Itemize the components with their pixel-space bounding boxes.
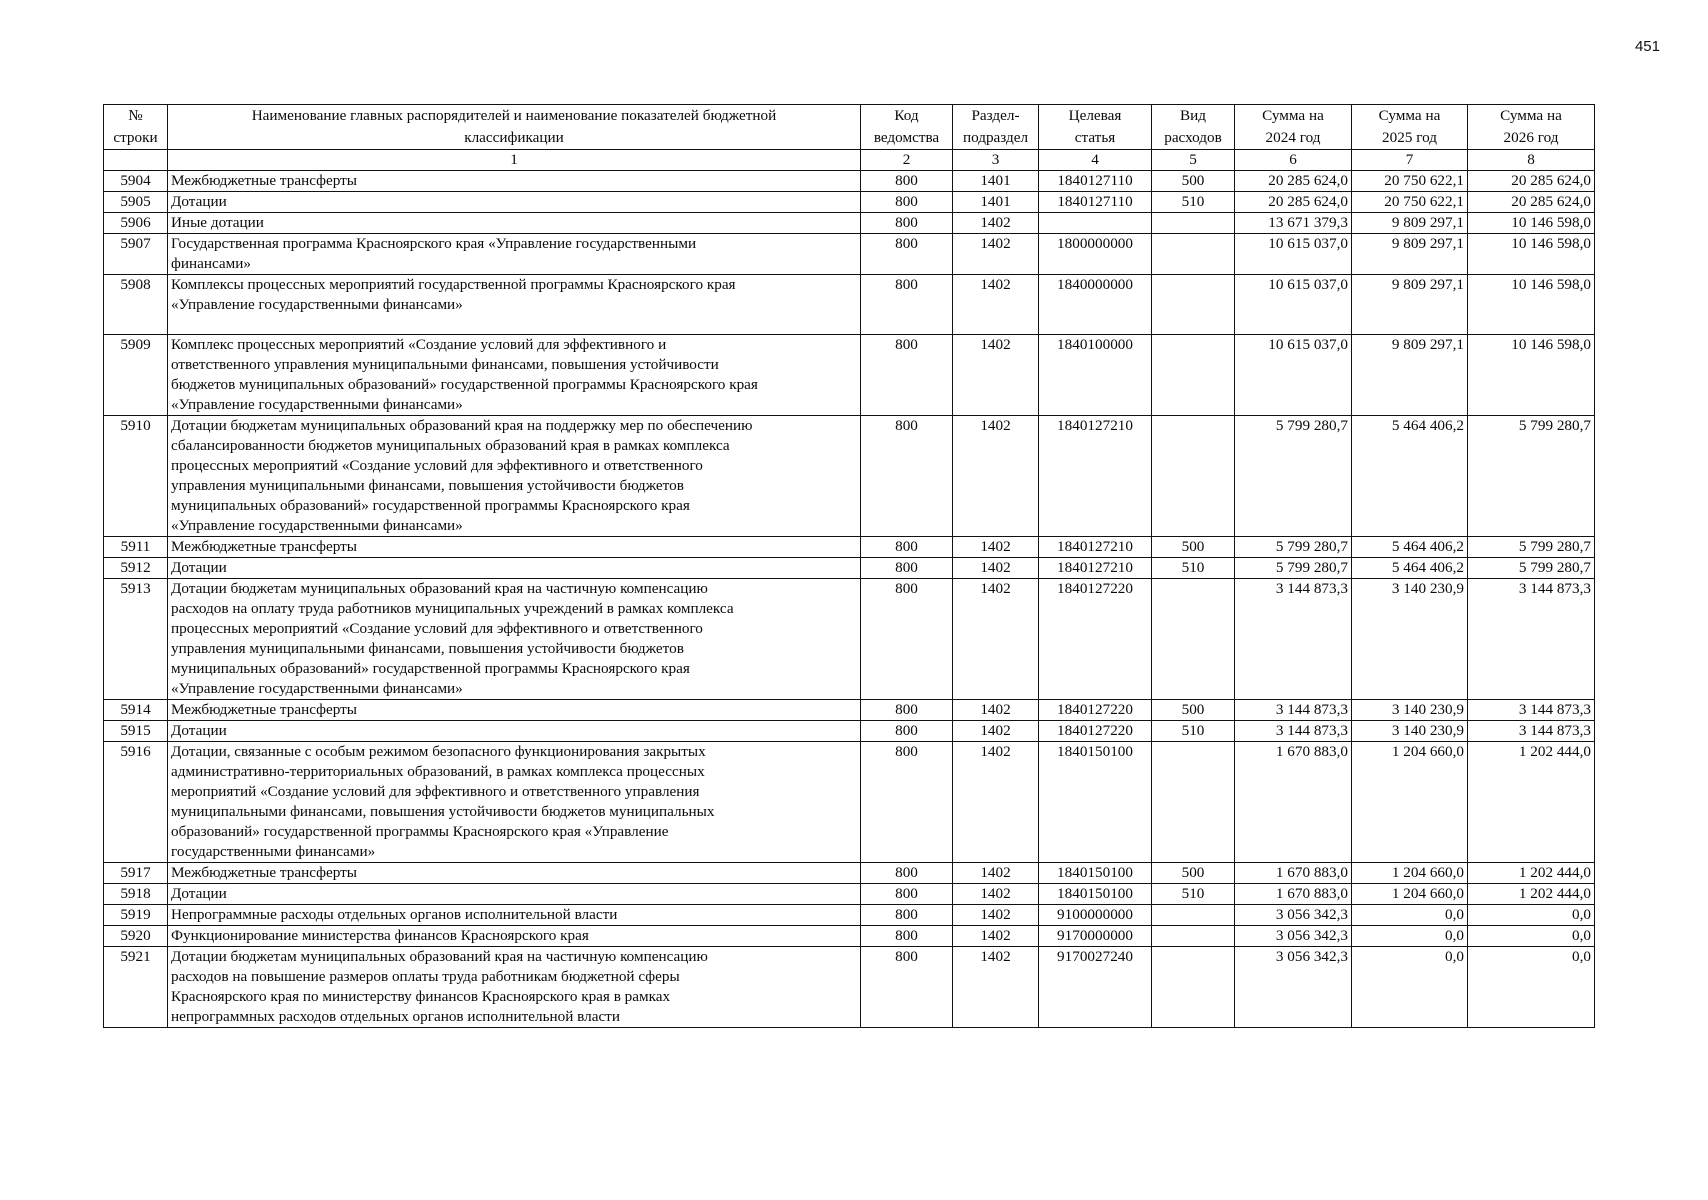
column-number: 3 [953, 150, 1039, 171]
row-name: Дотации бюджетам муниципальных образований края на частичную компенсацию расходов на оплату труда работников муниципальных учреждений в рамках комплекса процессных мероприятий «Создание условий для эффективного и ответственного управления муниципальными финансами, повышения устойчивости бюджетов муниципальных образований» государственной программы Красноярского края «Управление государственными финансами» [168, 579, 861, 700]
section-code: 1402 [953, 579, 1039, 700]
row-name: Дотации [168, 192, 861, 213]
header-sum-2024: Сумма на 2024 год [1235, 105, 1352, 150]
sum-2025: 9 809 297,1 [1352, 335, 1468, 416]
column-number: 5 [1152, 150, 1235, 171]
row-number: 5916 [104, 742, 168, 863]
expense-type [1152, 947, 1235, 1028]
target-article: 1840127210 [1039, 416, 1152, 537]
row-number: 5905 [104, 192, 168, 213]
section-code: 1402 [953, 416, 1039, 537]
table-row [104, 558, 1595, 579]
row-number: 5919 [104, 905, 168, 926]
table-row [104, 721, 1595, 742]
sum-2024: 5 799 280,7 [1235, 558, 1352, 579]
row-number: 5912 [104, 558, 168, 579]
table-row [104, 579, 1595, 700]
table-row [104, 742, 1595, 863]
sum-2025: 3 140 230,9 [1352, 721, 1468, 742]
sum-2026: 1 202 444,0 [1468, 884, 1595, 905]
header-expense-type: Вид расходов [1152, 105, 1235, 150]
header-row [104, 105, 1595, 150]
target-article: 1840127110 [1039, 171, 1152, 192]
column-number: 2 [861, 150, 953, 171]
sum-2025: 3 140 230,9 [1352, 579, 1468, 700]
expense-type [1152, 905, 1235, 926]
row-name: Межбюджетные трансферты [168, 537, 861, 558]
row-name: Дотации бюджетам муниципальных образований края на поддержку мер по обеспечению сбалансированности бюджетов муниципальных образований края в рамках комплекса процессных мероприятий «Создание условий для эффективного и ответственного управления муниципальными финансами, повышения устойчивости бюджетов муниципальных образований» государственной программы Красноярского края «Управление государственными финансами» [168, 416, 861, 537]
section-code: 1402 [953, 926, 1039, 947]
header-target-article: Целевая статья [1039, 105, 1152, 150]
expense-type [1152, 213, 1235, 234]
row-number: 5911 [104, 537, 168, 558]
table-row [104, 905, 1595, 926]
sum-2025: 0,0 [1352, 905, 1468, 926]
sum-2024: 5 799 280,7 [1235, 537, 1352, 558]
row-number: 5915 [104, 721, 168, 742]
column-number: 4 [1039, 150, 1152, 171]
target-article: 1840127220 [1039, 721, 1152, 742]
sum-2024: 3 144 873,3 [1235, 700, 1352, 721]
department-code: 800 [861, 721, 953, 742]
expense-type [1152, 579, 1235, 700]
column-number: 6 [1235, 150, 1352, 171]
header-name: Наименование главных распорядителей и наименование показателей бюджетной классификации [168, 105, 861, 150]
row-number: 5914 [104, 700, 168, 721]
sum-2025: 0,0 [1352, 947, 1468, 1028]
sum-2024: 20 285 624,0 [1235, 192, 1352, 213]
row-number: 5909 [104, 335, 168, 416]
table-row [104, 192, 1595, 213]
sum-2026: 20 285 624,0 [1468, 171, 1595, 192]
sum-2025: 5 464 406,2 [1352, 416, 1468, 537]
expense-type [1152, 234, 1235, 275]
sum-2025: 20 750 622,1 [1352, 192, 1468, 213]
expense-type: 500 [1152, 863, 1235, 884]
target-article: 1840000000 [1039, 275, 1152, 335]
expense-type [1152, 416, 1235, 537]
section-code: 1402 [953, 537, 1039, 558]
sum-2025: 1 204 660,0 [1352, 742, 1468, 863]
sum-2024: 5 799 280,7 [1235, 416, 1352, 537]
sum-2026: 1 202 444,0 [1468, 863, 1595, 884]
department-code: 800 [861, 558, 953, 579]
row-name: Дотации [168, 558, 861, 579]
row-number: 5913 [104, 579, 168, 700]
sum-2024: 1 670 883,0 [1235, 742, 1352, 863]
header-section: Раздел- подраздел [953, 105, 1039, 150]
header-department-code: Код ведомства [861, 105, 953, 150]
row-number: 5910 [104, 416, 168, 537]
department-code: 800 [861, 926, 953, 947]
page-number: 451 [1634, 38, 1660, 55]
department-code: 800 [861, 579, 953, 700]
table-body [104, 171, 1595, 1028]
column-number-row [104, 150, 1595, 171]
sum-2024: 10 615 037,0 [1235, 234, 1352, 275]
sum-2026: 5 799 280,7 [1468, 416, 1595, 537]
row-number: 5908 [104, 275, 168, 335]
sum-2026: 0,0 [1468, 905, 1595, 926]
target-article: 1840127220 [1039, 579, 1152, 700]
table-row [104, 213, 1595, 234]
target-article: 1840127210 [1039, 558, 1152, 579]
sum-2026: 10 146 598,0 [1468, 275, 1595, 335]
department-code: 800 [861, 905, 953, 926]
row-name: Непрограммные расходы отдельных органов исполнительной власти [168, 905, 861, 926]
department-code: 800 [861, 537, 953, 558]
row-number: 5917 [104, 863, 168, 884]
sum-2026: 10 146 598,0 [1468, 213, 1595, 234]
row-name: Дотации, связанные с особым режимом безопасного функционирования закрытых административно-территориальных образований, в рамках комплекса процессных мероприятий «Создание условий для эффективного и ответственного управления муниципальными финансами, повышения устойчивости бюджетов муниципальных образований» государственной программы Красноярского края «Управление государственными финансами» [168, 742, 861, 863]
column-number: 7 [1352, 150, 1468, 171]
section-code: 1402 [953, 700, 1039, 721]
table-row [104, 275, 1595, 335]
department-code: 800 [861, 275, 953, 335]
department-code: 800 [861, 171, 953, 192]
target-article: 9170000000 [1039, 926, 1152, 947]
table-row [104, 335, 1595, 416]
target-article: 1840127110 [1039, 192, 1152, 213]
department-code: 800 [861, 192, 953, 213]
sum-2026: 3 144 873,3 [1468, 700, 1595, 721]
department-code: 800 [861, 213, 953, 234]
row-name: Комплексы процессных мероприятий государственной программы Красноярского края «Управление государственными финансами» [168, 275, 861, 335]
section-code: 1402 [953, 947, 1039, 1028]
row-name: Иные дотации [168, 213, 861, 234]
section-code: 1402 [953, 558, 1039, 579]
column-number: 8 [1468, 150, 1595, 171]
section-code: 1401 [953, 171, 1039, 192]
table-row [104, 926, 1595, 947]
table-row [104, 416, 1595, 537]
row-number: 5920 [104, 926, 168, 947]
sum-2026: 10 146 598,0 [1468, 234, 1595, 275]
column-number: 1 [168, 150, 861, 171]
target-article: 9100000000 [1039, 905, 1152, 926]
department-code: 800 [861, 234, 953, 275]
sum-2025: 0,0 [1352, 926, 1468, 947]
section-code: 1401 [953, 192, 1039, 213]
sum-2024: 3 144 873,3 [1235, 579, 1352, 700]
table-row [104, 537, 1595, 558]
expense-type: 510 [1152, 192, 1235, 213]
expense-type: 510 [1152, 884, 1235, 905]
row-name: Дотации [168, 721, 861, 742]
expense-type: 500 [1152, 171, 1235, 192]
row-name: Межбюджетные трансферты [168, 863, 861, 884]
sum-2024: 1 670 883,0 [1235, 884, 1352, 905]
expense-type [1152, 742, 1235, 863]
department-code: 800 [861, 742, 953, 863]
target-article: 1840150100 [1039, 742, 1152, 863]
table-row [104, 947, 1595, 1028]
row-name: Государственная программа Красноярского края «Управление государственными финансами» [168, 234, 861, 275]
sum-2026: 0,0 [1468, 947, 1595, 1028]
section-code: 1402 [953, 213, 1039, 234]
sum-2026: 3 144 873,3 [1468, 579, 1595, 700]
row-number: 5904 [104, 171, 168, 192]
row-number: 5921 [104, 947, 168, 1028]
sum-2025: 5 464 406,2 [1352, 558, 1468, 579]
expense-type [1152, 275, 1235, 335]
header-row-number: № строки [104, 105, 168, 150]
sum-2026: 1 202 444,0 [1468, 742, 1595, 863]
section-code: 1402 [953, 905, 1039, 926]
section-code: 1402 [953, 234, 1039, 275]
target-article: 1840100000 [1039, 335, 1152, 416]
row-name: Межбюджетные трансферты [168, 700, 861, 721]
expense-type [1152, 926, 1235, 947]
sum-2024: 1 670 883,0 [1235, 863, 1352, 884]
sum-2024: 3 056 342,3 [1235, 905, 1352, 926]
row-name: Дотации [168, 884, 861, 905]
sum-2025: 20 750 622,1 [1352, 171, 1468, 192]
sum-2024: 13 671 379,3 [1235, 213, 1352, 234]
header-sum-2025: Сумма на 2025 год [1352, 105, 1468, 150]
sum-2025: 9 809 297,1 [1352, 275, 1468, 335]
department-code: 800 [861, 700, 953, 721]
sum-2024: 20 285 624,0 [1235, 171, 1352, 192]
table-row [104, 700, 1595, 721]
target-article: 1840150100 [1039, 863, 1152, 884]
target-article: 1800000000 [1039, 234, 1152, 275]
sum-2026: 10 146 598,0 [1468, 335, 1595, 416]
sum-2026: 5 799 280,7 [1468, 537, 1595, 558]
sum-2025: 3 140 230,9 [1352, 700, 1468, 721]
target-article [1039, 213, 1152, 234]
department-code: 800 [861, 884, 953, 905]
row-name: Функционирование министерства финансов Красноярского края [168, 926, 861, 947]
sum-2024: 10 615 037,0 [1235, 275, 1352, 335]
expense-type: 510 [1152, 721, 1235, 742]
target-article: 1840150100 [1039, 884, 1152, 905]
expense-type: 510 [1152, 558, 1235, 579]
department-code: 800 [861, 863, 953, 884]
target-article: 1840127220 [1039, 700, 1152, 721]
section-code: 1402 [953, 863, 1039, 884]
expense-type: 500 [1152, 537, 1235, 558]
sum-2024: 3 144 873,3 [1235, 721, 1352, 742]
sum-2024: 3 056 342,3 [1235, 926, 1352, 947]
sum-2025: 9 809 297,1 [1352, 213, 1468, 234]
sum-2026: 20 285 624,0 [1468, 192, 1595, 213]
section-code: 1402 [953, 884, 1039, 905]
column-number [104, 150, 168, 171]
expense-type: 500 [1152, 700, 1235, 721]
table-row [104, 234, 1595, 275]
expense-type [1152, 335, 1235, 416]
row-number: 5907 [104, 234, 168, 275]
section-code: 1402 [953, 275, 1039, 335]
sum-2025: 9 809 297,1 [1352, 234, 1468, 275]
section-code: 1402 [953, 742, 1039, 863]
table-row [104, 863, 1595, 884]
row-name: Дотации бюджетам муниципальных образований края на частичную компенсацию расходов на повышение размеров оплаты труда работникам бюджетной сферы Красноярского края по министерству финансов Красноярского края в рамках непрограммных расходов отдельных органов исполнительной власти [168, 947, 861, 1028]
target-article: 9170027240 [1039, 947, 1152, 1028]
row-number: 5918 [104, 884, 168, 905]
sum-2025: 1 204 660,0 [1352, 863, 1468, 884]
sum-2024: 3 056 342,3 [1235, 947, 1352, 1028]
target-article: 1840127210 [1039, 537, 1152, 558]
department-code: 800 [861, 947, 953, 1028]
table-row [104, 171, 1595, 192]
sum-2026: 5 799 280,7 [1468, 558, 1595, 579]
department-code: 800 [861, 335, 953, 416]
header-sum-2026: Сумма на 2026 год [1468, 105, 1595, 150]
sum-2026: 3 144 873,3 [1468, 721, 1595, 742]
section-code: 1402 [953, 335, 1039, 416]
sum-2025: 1 204 660,0 [1352, 884, 1468, 905]
row-name: Комплекс процессных мероприятий «Создание условий для эффективного и ответственного управления муниципальными финансами, повышения устойчивости бюджетов муниципальных образований» государственной программы Красноярского края «Управление государственными финансами» [168, 335, 861, 416]
budget-table [103, 104, 1595, 1028]
row-name: Межбюджетные трансферты [168, 171, 861, 192]
sum-2024: 10 615 037,0 [1235, 335, 1352, 416]
table-row [104, 884, 1595, 905]
sum-2025: 5 464 406,2 [1352, 537, 1468, 558]
department-code: 800 [861, 416, 953, 537]
sum-2026: 0,0 [1468, 926, 1595, 947]
row-number: 5906 [104, 213, 168, 234]
section-code: 1402 [953, 721, 1039, 742]
